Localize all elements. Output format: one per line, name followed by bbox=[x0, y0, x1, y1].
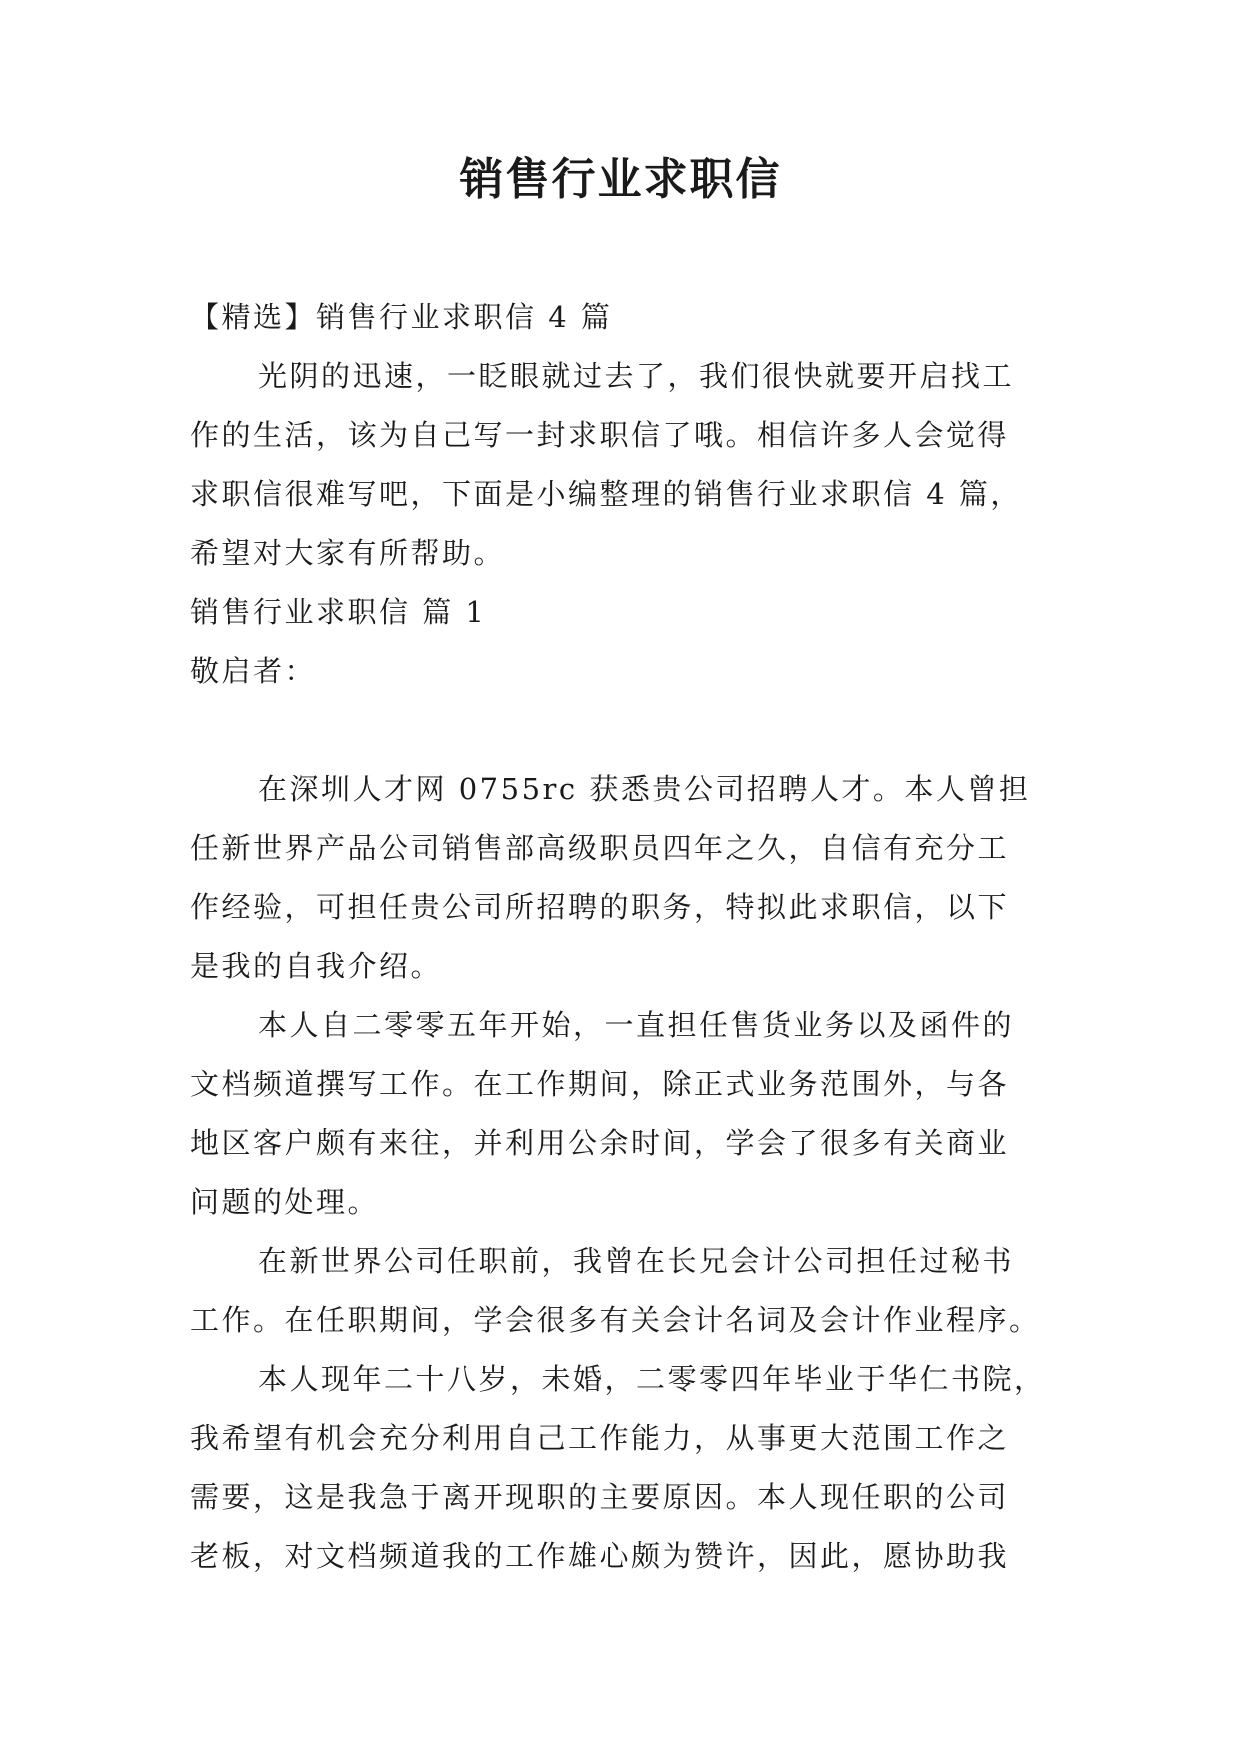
paragraph-2-line: 问题的处理。 bbox=[190, 1185, 380, 1219]
paragraph-3-line: 工作。在任职期间，学会很多有关会计名词及会计作业程序。 bbox=[190, 1303, 1041, 1337]
paragraph-1-line: 在深圳人才网 0755rc 获悉贵公司招聘人才。本人曾担 bbox=[258, 772, 1031, 806]
section-heading: 销售行业求职信 篇 1 bbox=[190, 595, 487, 629]
intro-line: 希望对大家有所帮助。 bbox=[190, 536, 506, 570]
paragraph-1-line: 任新世界产品公司销售部高级职员四年之久，自信有充分工 bbox=[190, 831, 1010, 865]
paragraph-2-line: 文档频道撰写工作。在工作期间，除正式业务范围外，与各 bbox=[190, 1067, 1010, 1101]
document-title: 销售行业求职信 bbox=[459, 154, 782, 205]
paragraph-4-line: 需要，这是我急于离开现职的主要原因。本人现任职的公司 bbox=[190, 1480, 1010, 1514]
paragraph-4-line: 老板，对文档频道我的工作雄心颇为赞许，因此，愿协助我 bbox=[190, 1539, 1010, 1573]
document-body bbox=[190, 288, 1055, 1586]
paragraph-4-line: 本人现年二十八岁，未婚，二零零四年毕业于华仁书院， bbox=[258, 1362, 1046, 1396]
paragraph-4-line: 我希望有机会充分利用自己工作能力，从事更大范围工作之 bbox=[190, 1421, 1010, 1455]
paragraph-2-line: 地区客户颇有来往，并利用公余时间，学会了很多有关商业 bbox=[190, 1126, 1010, 1160]
intro-line: 作的生活，该为自己写一封求职信了哦。相信许多人会觉得 bbox=[190, 418, 1010, 452]
salutation: 敬启者： bbox=[190, 654, 317, 688]
paragraph-3-line: 在新世界公司任职前，我曾在长兄会计公司担任过秘书 bbox=[258, 1244, 1015, 1278]
intro-line: 求职信很难写吧，下面是小编整理的销售行业求职信 4 篇， bbox=[190, 477, 1022, 511]
paragraph-2-line: 本人自二零零五年开始，一直担任售货业务以及函件的 bbox=[258, 1008, 1015, 1042]
document-subtitle: 【精选】销售行业求职信 4 篇 bbox=[190, 300, 613, 334]
paragraph-1-line: 是我的自我介绍。 bbox=[190, 949, 443, 983]
paragraph-1-line: 作经验，可担任贵公司所招聘的职务，特拟此求职信，以下 bbox=[190, 890, 1010, 924]
blank-line bbox=[190, 701, 1055, 760]
intro-line: 光阴的迅速，一眨眼就过去了，我们很快就要开启找工 bbox=[258, 359, 1015, 393]
